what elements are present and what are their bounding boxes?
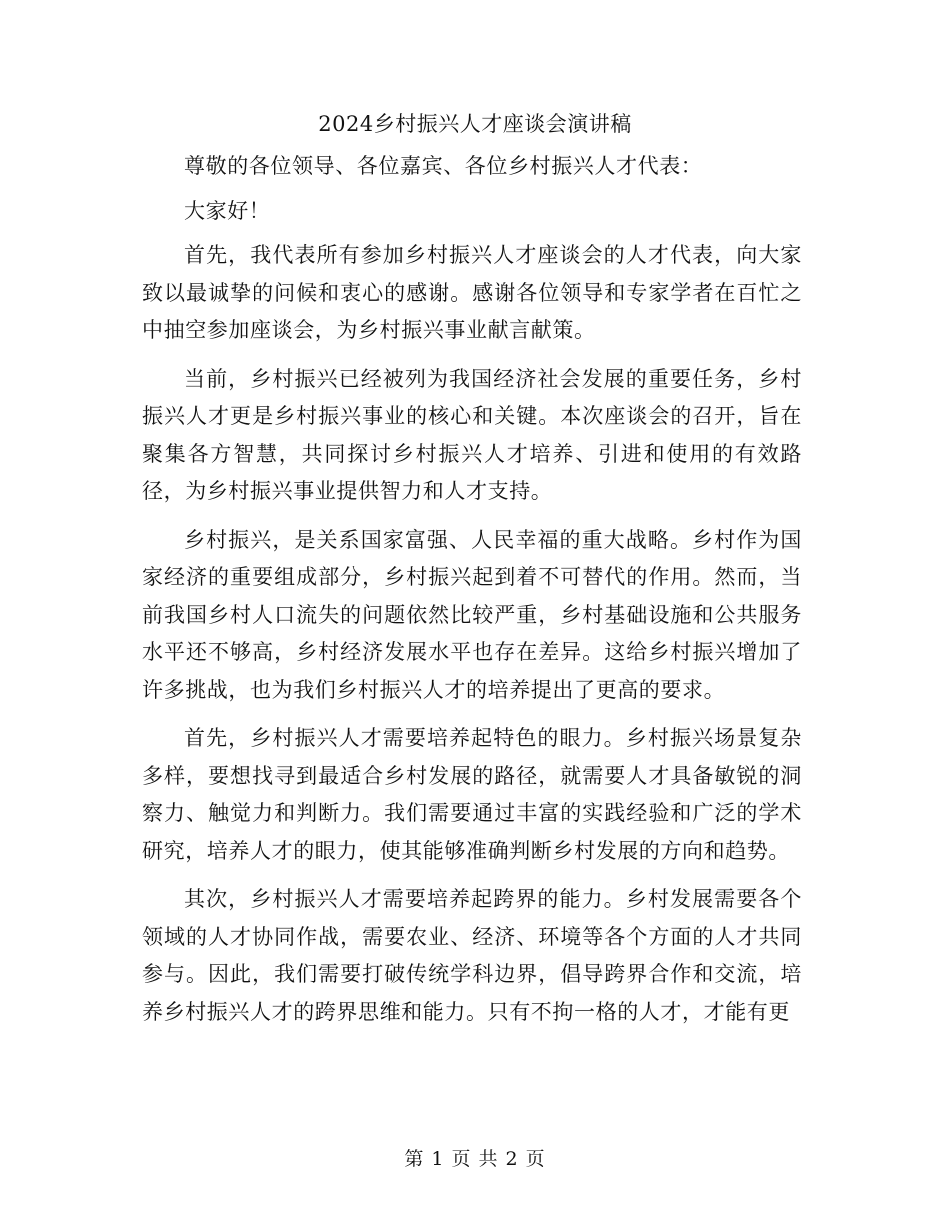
document-body [142, 148, 802, 1042]
greeting-paragraph: 大家好！ [184, 198, 271, 223]
body-paragraph: 当前，乡村振兴已经被列为我国经济社会发展的重要任务，乡村振兴人才更是乡村振兴事业的核心和关键。本次座谈会的召开，旨在聚集各方智慧，共同探讨乡村振兴人才培养、引进和使用的有效路径，为乡村振兴事业提供智力和人才支持。 [142, 366, 802, 503]
page-number-footer: 第 1 页 共 2 页 [404, 1148, 546, 1170]
body-paragraph: 其次，乡村振兴人才需要培养起跨界的能力。乡村发展需要各个领域的人才协同作战，需要农业、经济、环境等各个方面的人才共同参与。因此，我们需要打破传统学科边界，倡导跨界合作和交流，培养乡村振兴人才的跨界思维和能力。只有不拘一格的人才，才能有更 [142, 887, 802, 1024]
body-paragraph: 首先，乡村振兴人才需要培养起特色的眼力。乡村振兴场景复杂多样，要想找寻到最适合乡村发展的路径，就需要人才具备敏锐的洞察力、触觉力和判断力。我们需要通过丰富的实践经验和广泛的学术研究，培养人才的眼力，使其能够准确判断乡村发展的方向和趋势。 [142, 726, 802, 863]
salutation-paragraph: 尊敬的各位领导、各位嘉宾、各位乡村振兴人才代表： [184, 154, 703, 178]
body-paragraph: 乡村振兴，是关系国家富强、人民幸福的重大战略。乡村作为国家经济的重要组成部分，乡村振兴起到着不可替代的作用。然而，当前我国乡村人口流失的问题依然比较严重，乡村基础设施和公共服务水平还不够高，乡村经济发展水平也存在差异。这给乡村振兴增加了许多挑战，也为我们乡村振兴人才的培养提出了更高的要求。 [142, 527, 802, 702]
document-title: 2024乡村振兴人才座谈会演讲稿 [318, 112, 632, 136]
body-paragraph: 首先，我代表所有参加乡村振兴人才座谈会的人才代表，向大家致以最诚挚的问候和衷心的感谢。感谢各位领导和专家学者在百忙之中抽空参加座谈会，为乡村振兴事业献言献策。 [142, 243, 802, 342]
